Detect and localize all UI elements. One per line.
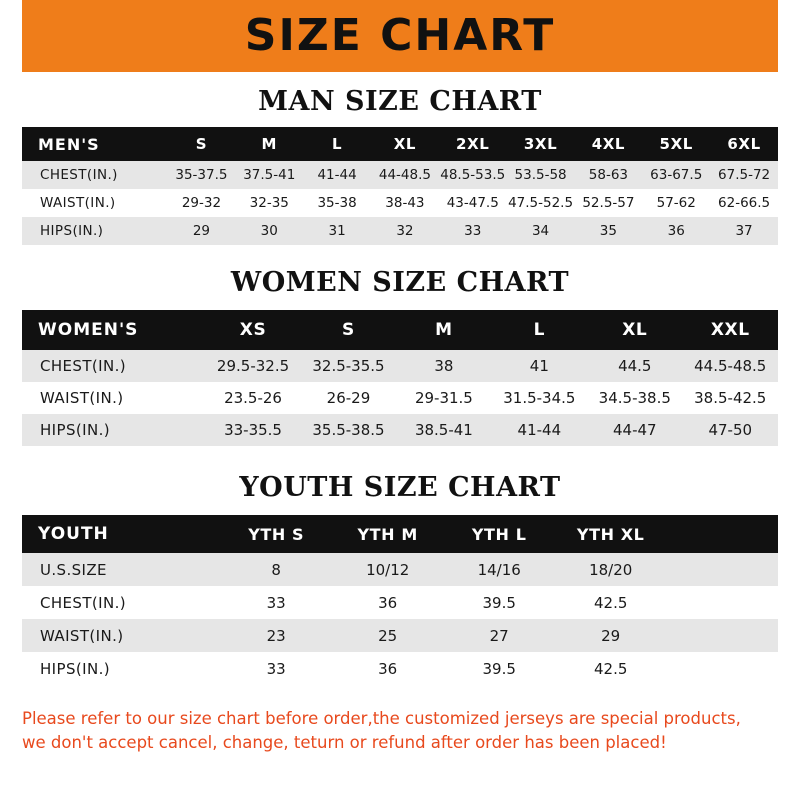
table-header-cell: 5XL [642, 127, 710, 161]
table-cell: 26-29 [301, 382, 396, 414]
table-header-cell: S [301, 310, 396, 350]
row-label: CHEST(IN.) [22, 586, 220, 619]
table-cell: 47.5-52.5 [507, 189, 575, 217]
table-cell: 36 [332, 652, 444, 685]
women-size-chart-title: WOMEN SIZE CHART [230, 267, 570, 298]
table-cell: 41 [492, 350, 587, 382]
table-row [22, 161, 778, 189]
youth-size-chart-table [22, 515, 778, 685]
content [0, 86, 800, 685]
table-cell: 42.5 [555, 586, 667, 619]
table-header-cell: YTH XL [555, 515, 667, 553]
table-cell: 63-67.5 [642, 161, 710, 189]
table-header-row [22, 127, 778, 161]
row-label: WAIST(IN.) [22, 619, 220, 652]
table-cell: 32 [371, 217, 439, 245]
table-cell: 36 [332, 586, 444, 619]
table-cell: 53.5-58 [507, 161, 575, 189]
order-policy-note [22, 707, 778, 755]
table-row [22, 586, 778, 619]
table-header-cell: L [303, 127, 371, 161]
table-header-spacer [666, 515, 778, 553]
table-cell: 42.5 [555, 652, 667, 685]
women-size-chart-table [22, 310, 778, 446]
table-header-cell: YTH L [443, 515, 555, 553]
table-header-cell: YTH S [220, 515, 332, 553]
table-header-cell: WOMEN'S [22, 310, 205, 350]
table-header-cell: MEN'S [22, 127, 168, 161]
row-label: HIPS(IN.) [22, 217, 168, 245]
table-header-cell: YTH M [332, 515, 444, 553]
table-row [22, 619, 778, 652]
table-cell: 35 [574, 217, 642, 245]
table-cell: 32-35 [235, 189, 303, 217]
row-label: U.S.SIZE [22, 553, 220, 586]
row-label: CHEST(IN.) [22, 350, 205, 382]
table-cell: 32.5-35.5 [301, 350, 396, 382]
row-label: CHEST(IN.) [22, 161, 168, 189]
table-cell: 39.5 [443, 652, 555, 685]
table-cell: 29.5-32.5 [205, 350, 300, 382]
table-header-cell: XL [587, 310, 682, 350]
table-cell: 44.5-48.5 [683, 350, 779, 382]
table-cell: 29 [168, 217, 236, 245]
table-header-row [22, 310, 778, 350]
table-header-row [22, 515, 778, 553]
table-cell: 48.5-53.5 [439, 161, 507, 189]
note-line-2: we don't accept cancel, change, teturn or refund after order has been placed! [22, 732, 667, 752]
table-cell: 29-32 [168, 189, 236, 217]
table-cell: 41-44 [303, 161, 371, 189]
table-cell: 44-47 [587, 414, 682, 446]
table-row [22, 189, 778, 217]
table-row [22, 382, 778, 414]
table-cell: 41-44 [492, 414, 587, 446]
table-header-cell: XS [205, 310, 300, 350]
table-cell: 27 [443, 619, 555, 652]
table-row [22, 652, 778, 685]
table-cell: 34.5-38.5 [587, 382, 682, 414]
table-header-cell: 2XL [439, 127, 507, 161]
table-header-cell: 3XL [507, 127, 575, 161]
table-row [22, 350, 778, 382]
table-cell: 57-62 [642, 189, 710, 217]
table-cell: 35-37.5 [168, 161, 236, 189]
table-cell: 23.5-26 [205, 382, 300, 414]
page-title: SIZE CHART [244, 10, 556, 61]
man-size-chart-table [22, 127, 778, 245]
row-label: WAIST(IN.) [22, 189, 168, 217]
table-cell: 38 [396, 350, 491, 382]
table-cell: 14/16 [443, 553, 555, 586]
table-cell: 29 [555, 619, 667, 652]
table-cell: 34 [507, 217, 575, 245]
table-cell-spacer [666, 553, 778, 586]
table-cell: 31.5-34.5 [492, 382, 587, 414]
table-header-cell: YOUTH [22, 515, 220, 553]
table-cell: 35.5-38.5 [301, 414, 396, 446]
table-cell: 62-66.5 [710, 189, 778, 217]
table-cell: 33 [220, 652, 332, 685]
table-cell: 30 [235, 217, 303, 245]
size-chart-banner [0, 0, 800, 72]
table-cell: 38.5-41 [396, 414, 491, 446]
row-label: HIPS(IN.) [22, 652, 220, 685]
table-cell: 52.5-57 [574, 189, 642, 217]
table-cell: 18/20 [555, 553, 667, 586]
youth-size-chart-title: YOUTH SIZE CHART [239, 472, 561, 503]
table-cell: 47-50 [683, 414, 779, 446]
table-cell-spacer [666, 652, 778, 685]
table-cell: 37.5-41 [235, 161, 303, 189]
table-cell: 8 [220, 553, 332, 586]
table-header-cell: 6XL [710, 127, 778, 161]
table-row [22, 553, 778, 586]
table-header-cell: XXL [683, 310, 779, 350]
table-cell: 37 [710, 217, 778, 245]
table-cell: 39.5 [443, 586, 555, 619]
table-cell-spacer [666, 586, 778, 619]
table-row [22, 217, 778, 245]
table-cell: 43-47.5 [439, 189, 507, 217]
table-header-cell: M [396, 310, 491, 350]
table-cell: 67.5-72 [710, 161, 778, 189]
table-cell: 25 [332, 619, 444, 652]
row-label: WAIST(IN.) [22, 382, 205, 414]
table-cell: 38-43 [371, 189, 439, 217]
table-header-cell: S [168, 127, 236, 161]
note-line-1: Please refer to our size chart before order,the customized jerseys are special products, [22, 709, 741, 728]
table-cell: 44-48.5 [371, 161, 439, 189]
table-cell: 29-31.5 [396, 382, 491, 414]
table-header-cell: L [492, 310, 587, 350]
table-cell: 33-35.5 [205, 414, 300, 446]
table-cell: 38.5-42.5 [683, 382, 779, 414]
table-row [22, 414, 778, 446]
table-header-cell: M [235, 127, 303, 161]
table-cell: 23 [220, 619, 332, 652]
table-cell: 36 [642, 217, 710, 245]
man-size-chart-title: MAN SIZE CHART [258, 86, 542, 117]
table-cell: 10/12 [332, 553, 444, 586]
table-cell: 33 [439, 217, 507, 245]
table-header-cell: XL [371, 127, 439, 161]
table-cell: 35-38 [303, 189, 371, 217]
row-label: HIPS(IN.) [22, 414, 205, 446]
table-header-cell: 4XL [574, 127, 642, 161]
table-cell: 33 [220, 586, 332, 619]
table-cell: 44.5 [587, 350, 682, 382]
table-cell: 31 [303, 217, 371, 245]
table-cell-spacer [666, 619, 778, 652]
table-cell: 58-63 [574, 161, 642, 189]
